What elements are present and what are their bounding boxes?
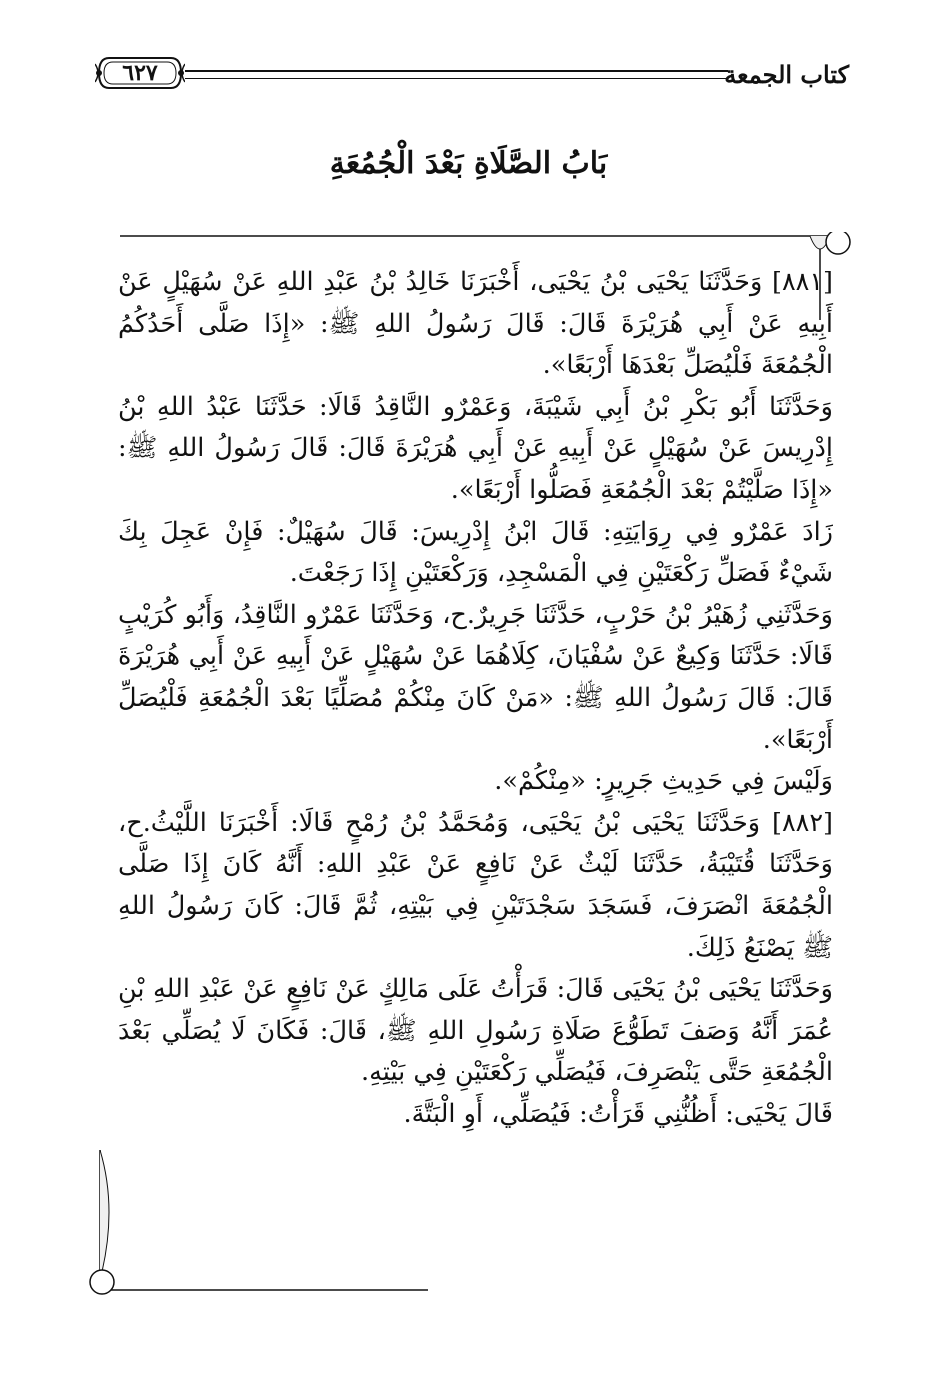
paragraph: وَلَيْسَ فِي حَدِيثِ جَرِيرٍ: «مِنْكُمْ». [494,766,833,797]
paragraph: [٨٨٢] وَحَدَّثَنَا يَحْيَى بْنُ يَحْيَى، وَمُحَمَّدُ بْنُ رُمْحٍ قَالَا: أَخْبَرَنَا اللَّيْثُ.ح، وَحَدَّثَنَا قُتَيْبَةُ، حَدَّثَنَا لَيْثٌ عَنْ نَافِعٍ عَنْ عَبْدِ اللهِ: أَنَّهُ كَانَ إِذَا صَلَّى الْجُمُعَةَ انْصَرَفَ، فَسَجَدَ سَجْدَتَيْنِ فِي بَيْتِهِ، ثُمَّ قَالَ: كَانَ رَسُولُ اللهِ ﷺ يَصْنَعُ ذَلِكَ. [118,807,833,963]
chapter-heading: بَابُ الصَّلَاةِ بَعْدَ الْجُمُعَةِ [329,146,608,181]
page-number-ornament [95,50,185,96]
paragraph: قَالَ يَحْيَى: أَظُنُّنِي قَرَأْتُ: فَيُصَلِّي، أَوِ الْبَتَّةَ. [403,1098,833,1129]
paragraph: وَحَدَّثَنَا أَبُو بَكْرِ بْنُ أَبِي شَيْبَةَ، وَعَمْرٌو النَّاقِدُ قَالَا: حَدَّثَنَا عَبْدُ اللهِ بْنُ إِدْرِيسَ عَنْ سُهَيْلٍ عَنْ أَبِيهِ عَنْ أَبِي هُرَيْرَةَ قَالَ: قَالَ رَسُولُ اللهِ ﷺ: «إِذَا صَلَّيْتُمْ بَعْدَ الْجُمُعَةِ فَصَلُّوا أَرْبَعًا». [118,391,833,505]
running-header-title: كتاب الجمعة [724,60,849,89]
page-number: ٦٢٧ [122,60,158,86]
header-rule [185,70,728,79]
paragraph: وَحَدَّثَنِي زُهَيْرُ بْنُ حَرْبٍ، حَدَّثَنَا جَرِيرٌ.ح، وَحَدَّثَنَا عَمْرٌو النَّاقِدُ، وَأَبُو كُرَيْبٍ قَالَا: حَدَّثَنَا وَكِيعٌ عَنْ سُفْيَانَ، كِلَاهُمَا عَنْ سُهَيْلٍ عَنْ أَبِيهِ عَنْ أَبِي هُرَيْرَةَ قَالَ: قَالَ رَسُولُ اللهِ ﷺ: «مَنْ كَانَ مِنْكُمْ مُصَلِّيًا بَعْدَ الْجُمُعَةِ فَلْيُصَلِّ أَرْبَعًا». [118,599,833,755]
paragraph: [٨٨١] وَحَدَّثَنَا يَحْيَى بْنُ يَحْيَى، أَخْبَرَنَا خَالِدُ بْنُ عَبْدِ اللهِ عَنْ سُهَيْلٍ عَنْ أَبِيهِ عَنْ أَبِي هُرَيْرَةَ قَالَ: قَالَ رَسُولُ اللهِ ﷺ: «إِذَا صَلَّى أَحَدُكُمُ الْجُمُعَةَ فَلْيُصَلِّ بَعْدَهَا أَرْبَعًا». [118,267,833,381]
hadith-text [118,262,833,1135]
paragraph: زَادَ عَمْرٌو فِي رِوَايَتِهِ: قَالَ ابْنُ إِدْرِيسَ: قَالَ سُهَيْلٌ: فَإِنْ عَجِلَ بِكَ شَيْءٌ فَصَلِّ رَكْعَتَيْنِ فِي الْمَسْجِدِ، وَرَكْعَتَيْنِ إِذَا رَجَعْتَ. [118,516,833,589]
paragraph: وَحَدَّثَنَا يَحْيَى بْنُ يَحْيَى قَالَ: قَرَأْتُ عَلَى مَالِكٍ عَنْ نَافِعٍ عَنْ عَبْدِ اللهِ بْنِ عُمَرَ أَنَّهُ وَصَفَ تَطَوُّعَ صَلَاةِ رَسُولِ اللهِ ﷺ، قَالَ: فَكَانَ لَا يُصَلِّي بَعْدَ الْجُمُعَةِ حَتَّى يَنْصَرِفَ، فَيُصَلِّي رَكْعَتَيْنِ فِي بَيْتِهِ. [118,974,833,1088]
frame-corner-bottom-left [88,1150,428,1300]
